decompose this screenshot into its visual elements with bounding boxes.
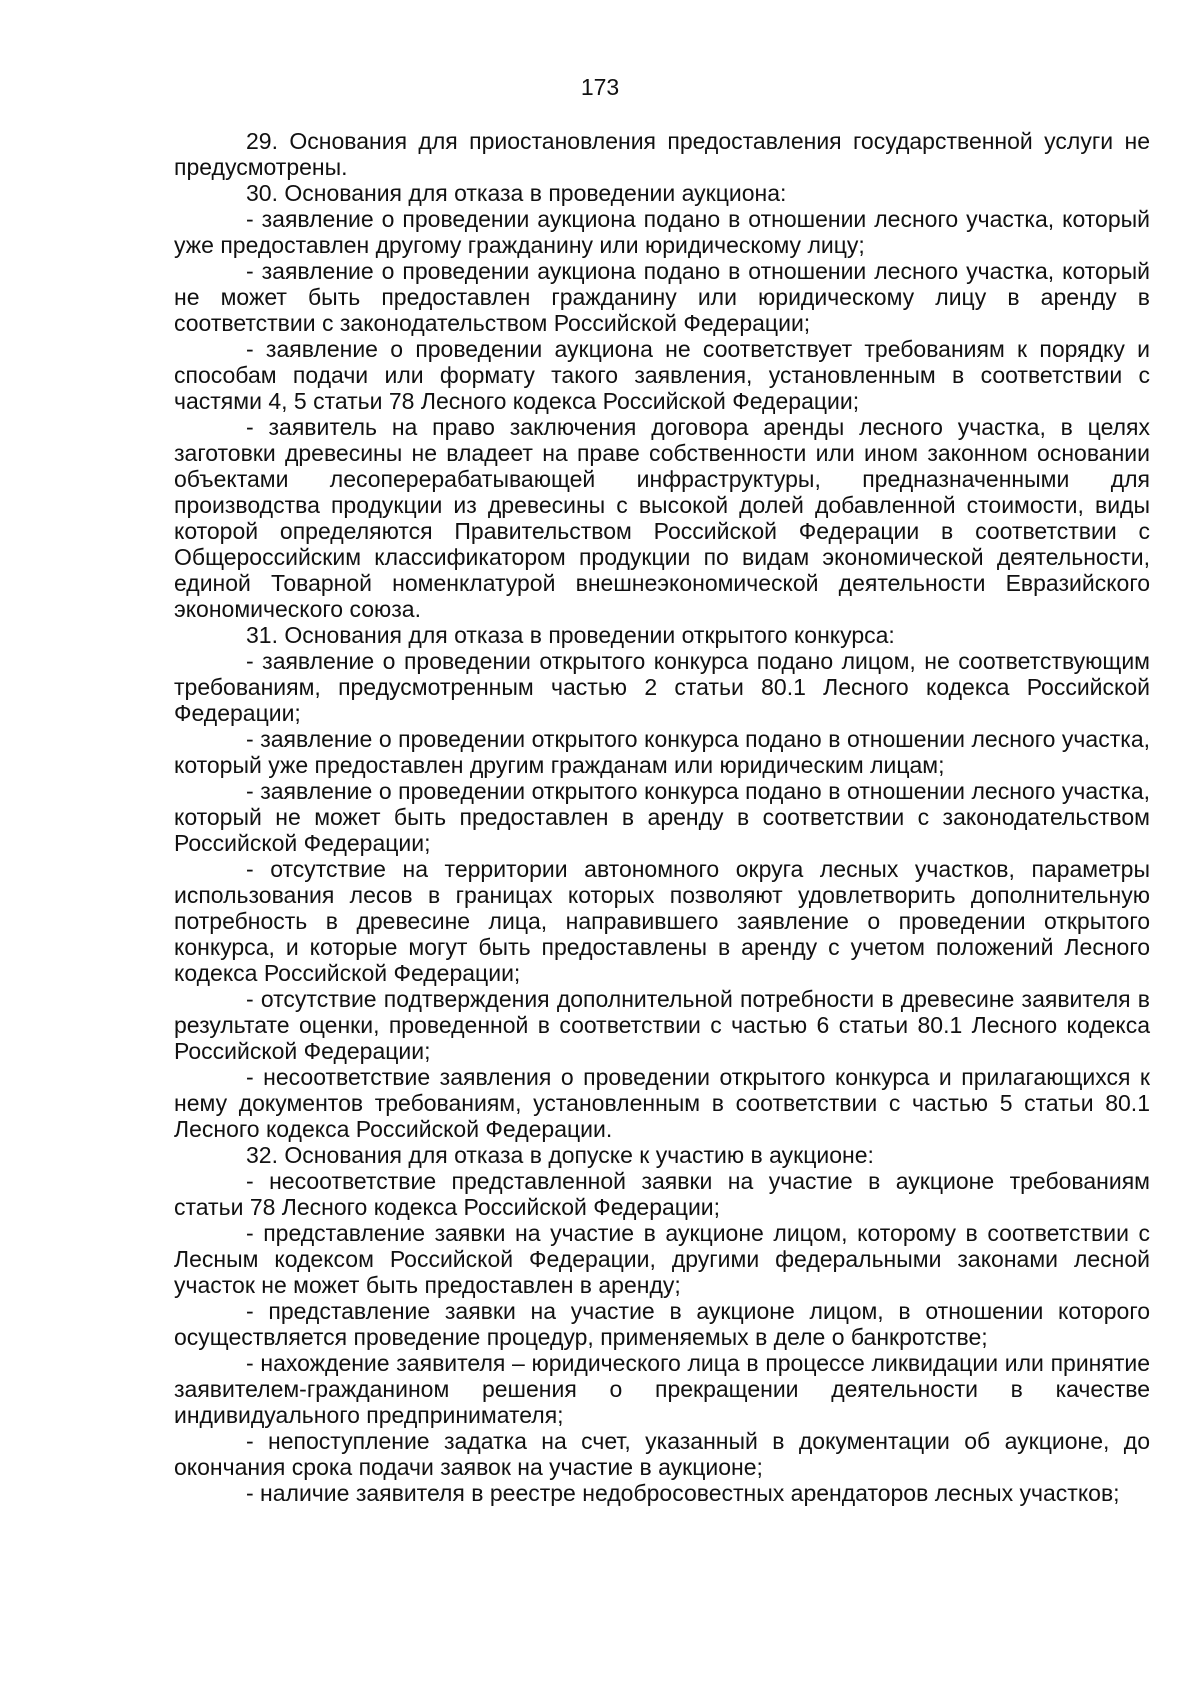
paragraph-30-item-2: - заявление о проведении аукциона подано в отношении лесного участка, который не может быть предоставлен гражданину или юридическому лицу в аренду в соответствии с законодательством Российской Федерации; [174,258,1150,336]
paragraph-31-item-4: - отсутствие на территории автономного округа лесных участков, параметры использования лесов в границах которых позволяют удовлетворить дополнительную потребность в древесине лица, направившего заявление о проведении открытого конкурса, и которые могут быть предоставлены в аренду с учетом положений Лесного кодекса Российской Федерации; [174,856,1150,986]
paragraph-31-item-5: - отсутствие подтверждения дополнительной потребности в древесине заявителя в результате оценки, проведенной в соответствии с частью 6 статьи 80.1 Лесного кодекса Российской Федерации; [174,986,1150,1064]
paragraph-30-item-4: - заявитель на право заключения договора аренды лесного участка, в целях заготовки древесины не владеет на праве собственности или ином законном основании объектами лесоперерабатывающей инфраструктуры, предназначенными для производства продукции из древесины с высокой долей добавленной стоимости, виды которой определяются Правительством Российской Федерации в соответствии с Общероссийским классификатором продукции по видам экономической деятельности, единой Товарной номенклатурой внешнеэкономической деятельности Евразийского экономического союза. [174,414,1150,622]
paragraph-32-item-1: - несоответствие представленной заявки на участие в аукционе требованиям статьи 78 Лесного кодекса Российской Федерации; [174,1168,1150,1220]
paragraph-32-item-2: - представление заявки на участие в аукционе лицом, которому в соответствии с Лесным кодексом Российской Федерации, другими федеральными законами лесной участок не может быть предоставлен в аренду; [174,1220,1150,1298]
paragraph-32-heading: 32. Основания для отказа в допуске к участию в аукционе: [246,1142,874,1168]
paragraph-32-item-4: - нахождение заявителя – юридического лица в процессе ликвидации или принятие заявителем-гражданином решения о прекращении деятельности в качестве индивидуального предпринимателя; [174,1350,1150,1428]
paragraph-31-item-2: - заявление о проведении открытого конкурса подано в отношении лесного участка, который уже предоставлен другим гражданам или юридическим лицам; [174,726,1150,778]
paragraph-32-item-6: - наличие заявителя в реестре недобросовестных арендаторов лесных участков; [246,1480,1120,1506]
paragraph-31-item-1: - заявление о проведении открытого конкурса подано лицом, не соответствующим требованиям, предусмотренным частью 2 статьи 80.1 Лесного кодекса Российской Федерации; [174,648,1150,726]
paragraph-30-heading: 30. Основания для отказа в проведении аукциона: [246,180,787,206]
paragraph-29: 29. Основания для приостановления предоставления государственной услуги не предусмотрены. [174,128,1150,180]
document-body [174,128,1150,1506]
paragraph-32-item-3: - представление заявки на участие в аукционе лицом, в отношении которого осуществляется проведение процедур, применяемых в деле о банкротстве; [174,1298,1150,1350]
paragraph-31-item-3: - заявление о проведении открытого конкурса подано в отношении лесного участка, который не может быть предоставлен в аренду в соответствии с законодательством Российской Федерации; [174,778,1150,856]
page-number: 173 [580,74,620,100]
paragraph-31-heading: 31. Основания для отказа в проведении открытого конкурса: [246,622,895,648]
paragraph-32-item-5: - непоступление задатка на счет, указанный в документации об аукционе, до окончания срока подачи заявок на участие в аукционе; [174,1428,1150,1480]
paragraph-31-item-6: - несоответствие заявления о проведении открытого конкурса и прилагающихся к нему документов требованиям, установленным в соответствии с частью 5 статьи 80.1 Лесного кодекса Российской Федерации. [174,1064,1150,1142]
paragraph-30-item-1: - заявление о проведении аукциона подано в отношении лесного участка, который уже предоставлен другому гражданину или юридическому лицу; [174,206,1150,258]
paragraph-30-item-3: - заявление о проведении аукциона не соответствует требованиям к порядку и способам подачи или формату такого заявления, установленным в соответствии с частями 4, 5 статьи 78 Лесного кодекса Российской Федерации; [174,336,1150,414]
